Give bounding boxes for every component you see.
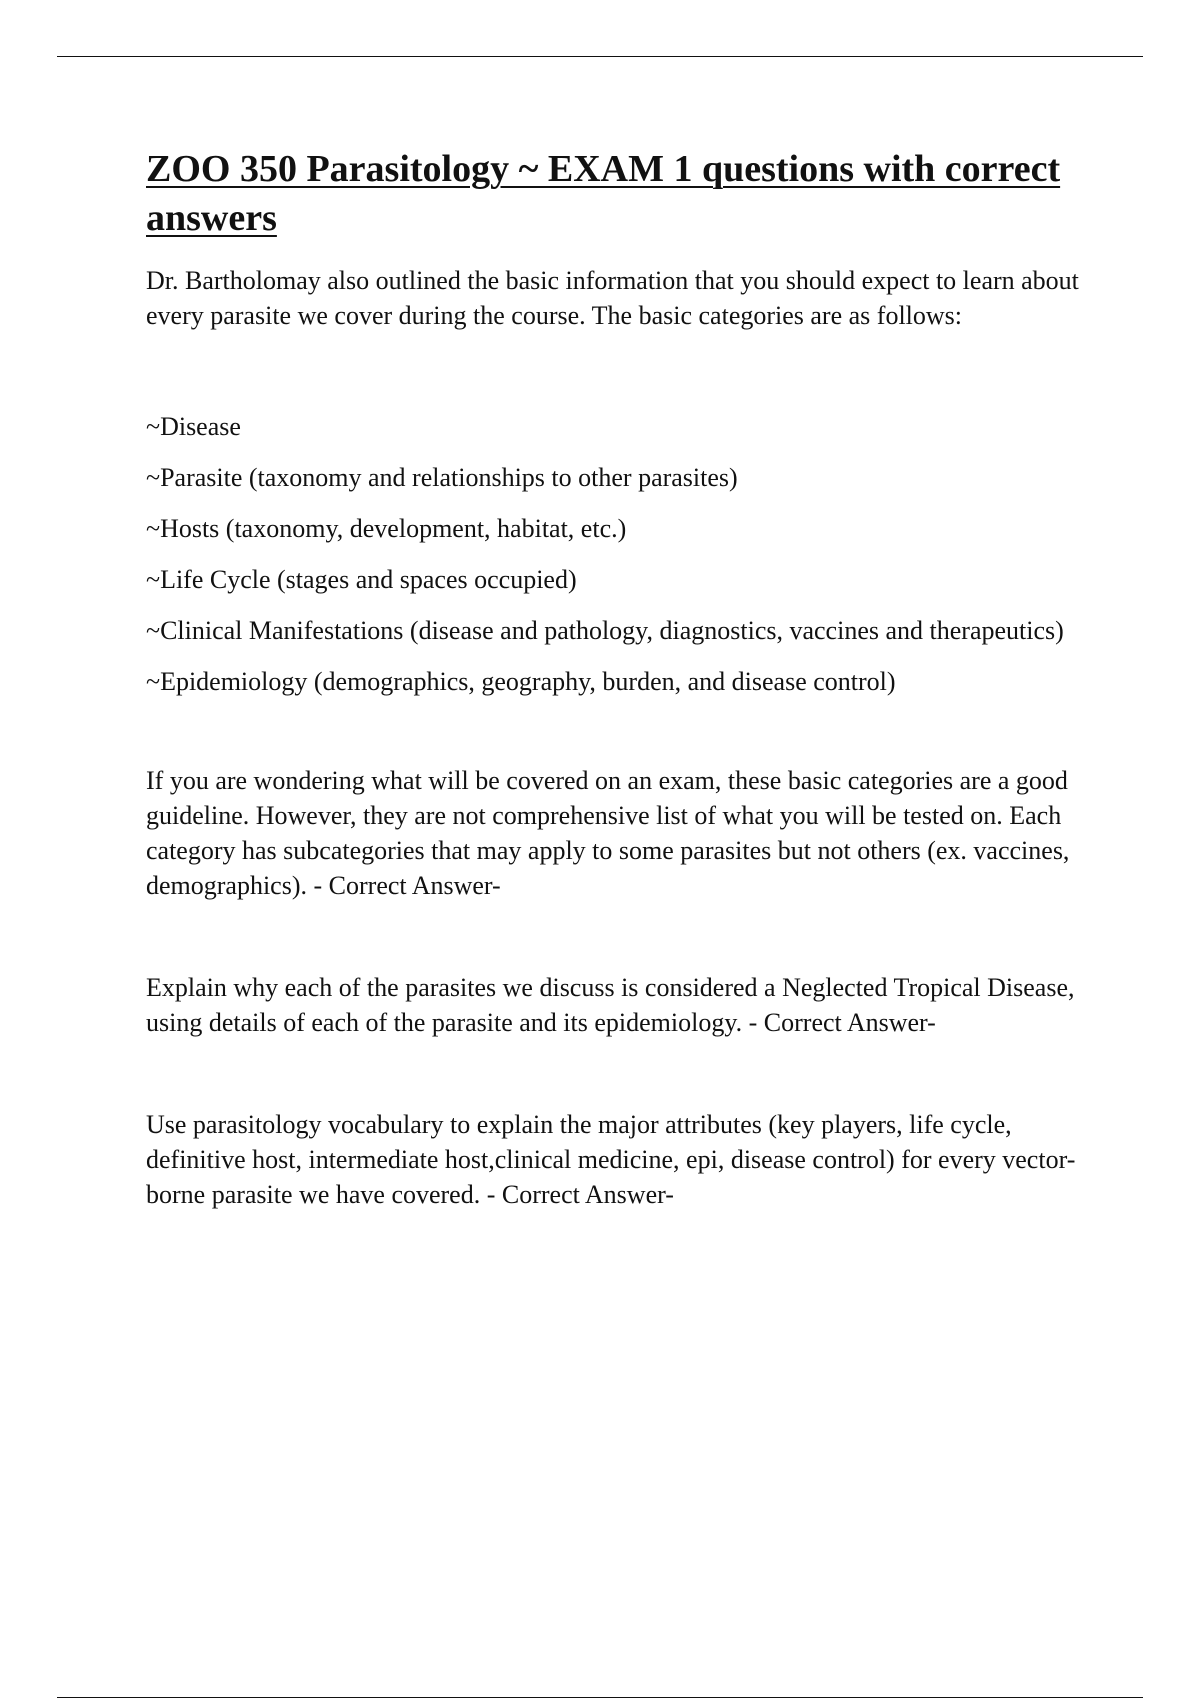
list-item: ~Clinical Manifestations (disease and pathology, diagnostics, vaccines and therapeutics) — [146, 616, 1064, 645]
list-item: ~Hosts (taxonomy, development, habitat, etc.) — [146, 514, 627, 543]
category-list — [146, 409, 1096, 699]
list-item: ~Parasite (taxonomy and relationships to other parasites) — [146, 463, 738, 492]
list-item: ~Life Cycle (stages and spaces occupied) — [146, 565, 577, 594]
question-paragraph: Use parasitology vocabulary to explain the major attributes (key players, life cycle, definitive host, intermediate host,clinical medicine, epi, disease control) for every vector-borne parasite we have covered. - Correct Answer- — [146, 1110, 1076, 1209]
question-paragraph: Explain why each of the parasites we discuss is considered a Neglected Tropical Disease, using details of each of the parasite and its epidemiology. - Correct Answer- — [146, 973, 1075, 1037]
intro-paragraph: Dr. Bartholomay also outlined the basic information that you should expect to learn about every parasite we cover during the course. The basic categories are as follows: — [146, 266, 1079, 330]
top-divider — [57, 56, 1143, 57]
document-title: ZOO 350 Parasitology ~ EXAM 1 questions with correct answers — [146, 148, 1061, 239]
list-item: ~Disease — [146, 412, 241, 441]
document-body — [146, 145, 1096, 1212]
list-item: ~Epidemiology (demographics, geography, burden, and disease control) — [146, 667, 896, 696]
bottom-divider — [57, 1697, 1143, 1698]
question-paragraph: If you are wondering what will be covered on an exam, these basic categories are a good guideline. However, they are not comprehensive list of what you will be tested on. Each category has subcategories that may apply to some parasites but not others (ex. vaccines, demographics). - Correct Answer- — [146, 766, 1070, 900]
